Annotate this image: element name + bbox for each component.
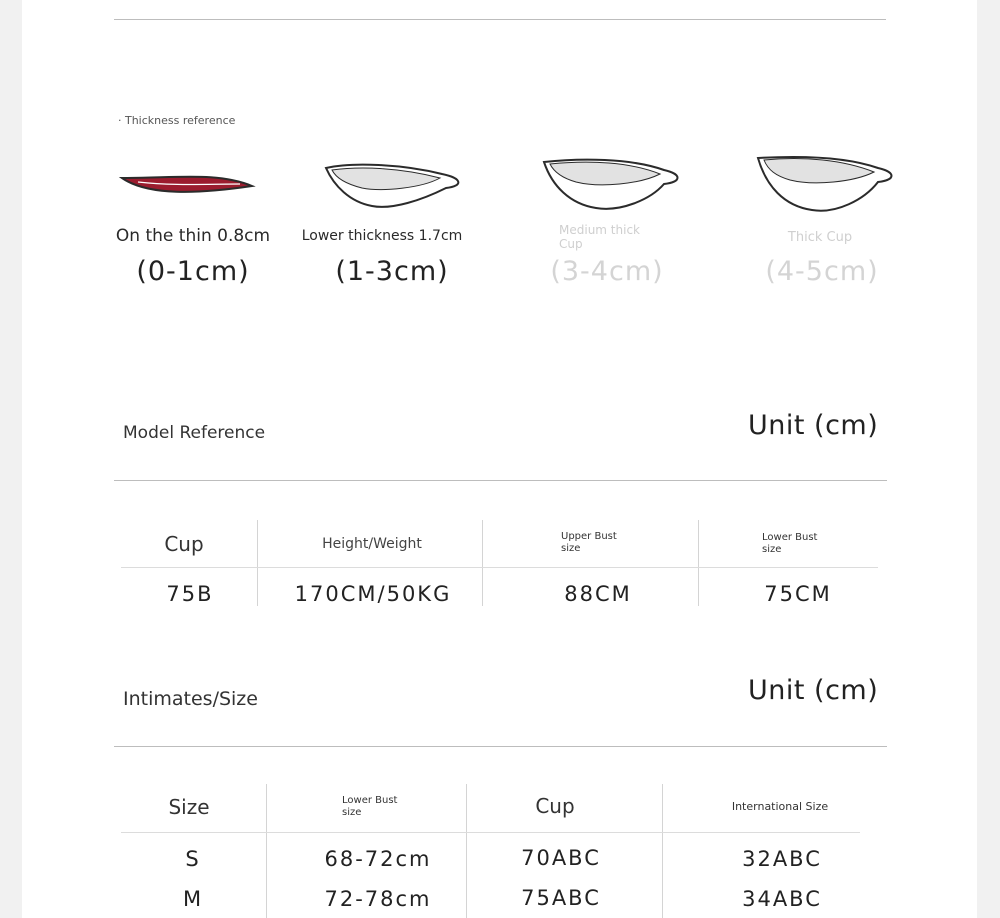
- size-cell-lower-bust: 72-78cm: [324, 887, 432, 911]
- model-row-divider: [121, 567, 878, 568]
- model-col-divider: [257, 520, 258, 606]
- size-col-divider: [662, 784, 663, 918]
- thickness-range-thick: (4-5cm): [765, 256, 879, 287]
- model-cell-upper-bust: 88CM: [564, 582, 632, 606]
- sizes-divider: [114, 746, 887, 747]
- model-header-height-weight: Height/Weight: [322, 536, 422, 552]
- thickness-label-thin: On the thin 0.8cm: [115, 226, 271, 246]
- thickness-range-medium: (3-4cm): [550, 256, 664, 287]
- model-header-lower-bust: Lower Bust size: [762, 532, 818, 555]
- thickness-range-lower: (1-3cm): [335, 256, 449, 287]
- model-cell-height-weight: 170CM/50KG: [294, 582, 452, 606]
- intimates-size-title: Intimates/Size: [123, 688, 258, 710]
- size-header-size: Size: [168, 795, 210, 819]
- model-reference-title: Model Reference: [123, 423, 266, 443]
- lower-thickness-cup-icon: [322, 160, 466, 212]
- size-cell-cup: 75ABC: [521, 886, 601, 910]
- model-cell-lower-bust: 75CM: [764, 582, 832, 606]
- thickness-label-thick: Thick Cup: [787, 230, 853, 245]
- size-cell-size: S: [185, 847, 201, 871]
- size-row-divider: [121, 832, 860, 833]
- size-header-international: International Size: [731, 800, 829, 813]
- size-cell-international: 34ABC: [742, 887, 822, 911]
- thickness-label-lower: Lower thickness 1.7cm: [301, 228, 463, 244]
- thin-cup-icon: [118, 166, 258, 200]
- size-col-divider: [266, 784, 267, 918]
- size-chart-sheet: [22, 0, 977, 918]
- size-header-cup: Cup: [535, 794, 575, 818]
- thickness-caption: · Thickness reference: [118, 114, 236, 127]
- thickness-range-thin: (0-1cm): [136, 256, 250, 287]
- model-divider: [114, 480, 887, 481]
- model-header-cup: Cup: [164, 532, 204, 556]
- sizes-unit-label: Unit (cm): [748, 675, 879, 706]
- medium-thick-cup-icon: [540, 156, 684, 214]
- size-header-lower-bust: Lower Bust size: [342, 795, 398, 818]
- thick-cup-icon: [754, 154, 898, 216]
- model-unit-label: Unit (cm): [748, 410, 879, 441]
- model-header-upper-bust: Upper Bust size: [561, 531, 617, 554]
- size-cell-size: M: [182, 887, 204, 911]
- size-cell-international: 32ABC: [742, 847, 822, 871]
- model-cell-cup: 75B: [166, 582, 214, 606]
- thickness-label-medium: Medium thick Cup: [559, 223, 640, 251]
- top-divider: [114, 19, 886, 20]
- size-cell-lower-bust: 68-72cm: [324, 847, 432, 871]
- size-cell-cup: 70ABC: [521, 846, 601, 870]
